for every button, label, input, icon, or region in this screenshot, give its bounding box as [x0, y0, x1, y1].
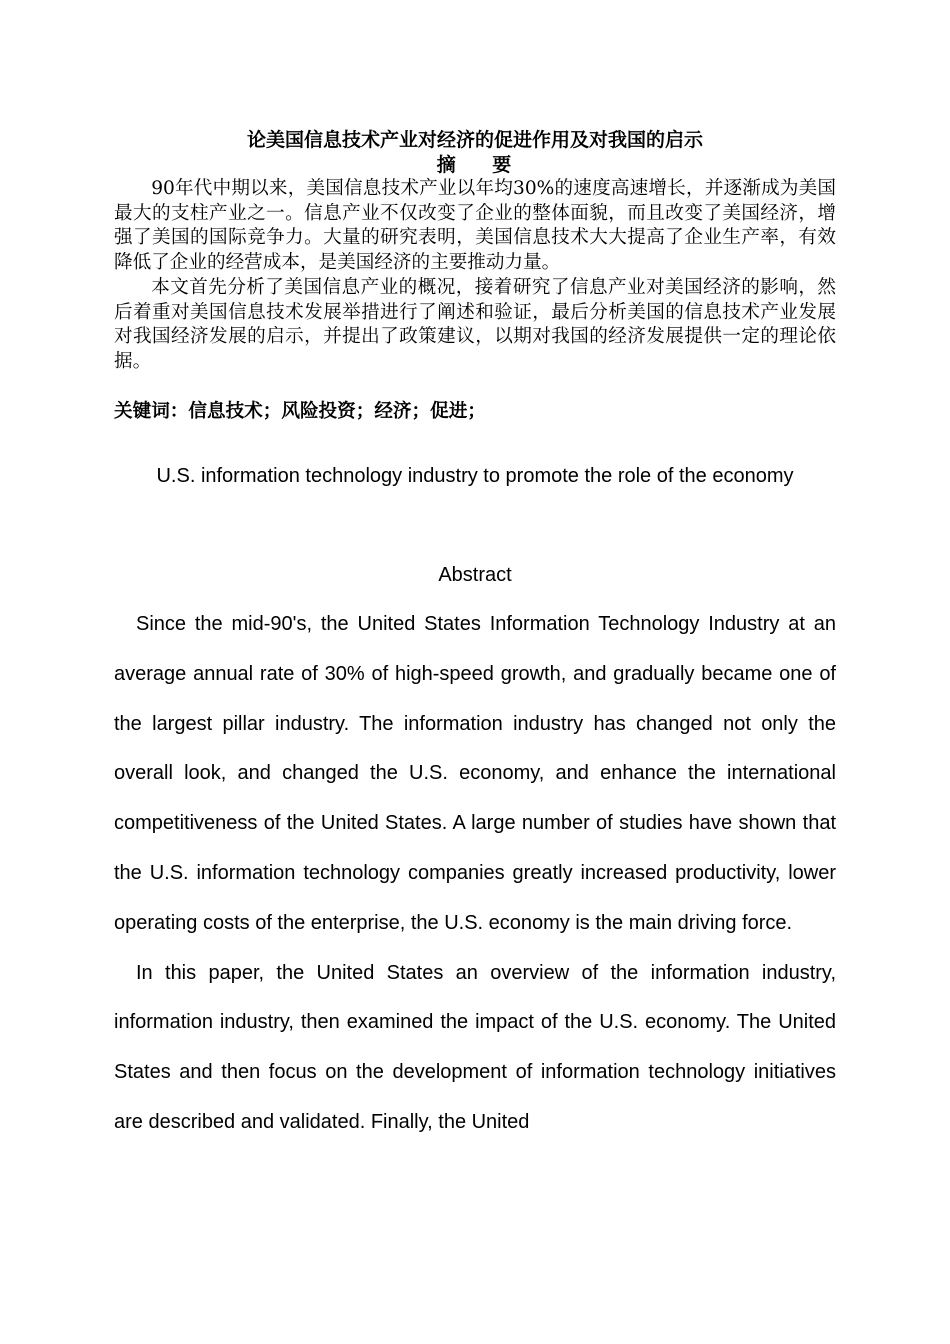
english-abstract-paragraph-1: Since the mid-90's, the United States Information Technology Industry at an average annual rate of 30% of high-speed growth, and gradually became one of the largest pillar industry. The information industry has changed not only the overall look, and changed the U.S. economy, and enhance the international competitiveness of the United States. A large number of studies have shown that the U.S. information technology companies greatly increased productivity, lower operating costs of the enterprise, the U.S. economy is the main driving force. — [114, 613, 836, 934]
chinese-abstract-heading: 摘 要 — [436, 154, 514, 176]
chinese-abstract-body — [114, 177, 836, 375]
english-abstract-body — [114, 600, 836, 1148]
chinese-abstract-paragraph-1: 90年代中期以来，美国信息技术产业以年均30%的速度高速增长，并逐渐成为美国最大的支柱产业之一。信息产业不仅改变了企业的整体面貌，而且改变了美国经济，增强了美国的国际竞争力。大量的研究表明，美国信息技术大大提高了企业生产率，有效降低了企业的经营成本，是美国经济的主要推动力量。 — [114, 178, 836, 274]
chinese-abstract-paragraph-2: 本文首先分析了美国信息产业的概况，接着研究了信息产业对美国经济的影响，然后着重对美国信息技术发展举措进行了阐述和验证，最后分析美国的信息技术产业发展对我国经济发展的启示，并提出了政策建议，以期对我国的经济发展提供一定的理论依据。 — [114, 276, 836, 372]
english-abstract-heading: Abstract — [438, 564, 512, 586]
chinese-keywords: 关键词：信息技术；风险投资；经济；促进； — [114, 401, 486, 422]
english-title: U.S. information technology industry to promote the role of the economy — [156, 465, 794, 487]
chinese-title: 论美国信息技术产业对经济的促进作用及对我国的启示 — [246, 129, 703, 151]
english-abstract-paragraph-2: In this paper, the United States an overview of the information industry, information industry, then examined the impact of the U.S. economy. The United States and then focus on the development of information technology initiatives are described and validated. Finally, the United — [114, 961, 836, 1133]
